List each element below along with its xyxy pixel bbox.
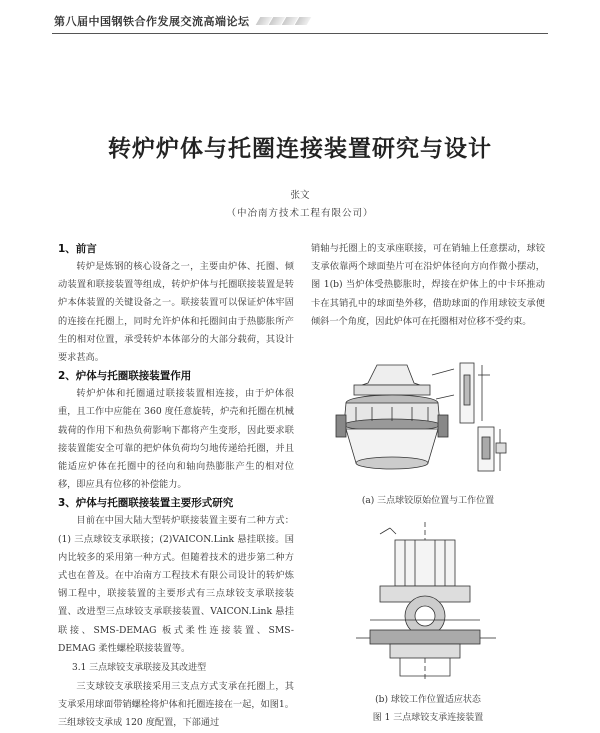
paragraph-intro: 转炉是炼钢的核心设备之一，主要由炉体、托圈、倾动装置和联接装置等组成，转炉炉体与托圈联接装置是转炉本体装置的关键设备之一。联接装置可以保证炉体牢固的连接在托圈上，同时允许炉体和托圈间由于热膨胀所产生的相对位置，承受转炉本体部分的大部分载荷，其设计要求甚高。 (58, 261, 294, 364)
paragraph-function: 转炉炉体和托圈通过联接装置相连接，由于炉体很重，且工作中应能在 360 度任意旋转，炉壳和托圈在机械载荷的作用下和热负荷影响下都将产生变形，因此要求联接装置能安全可靠的把炉体负荷均匀地传递给托圈，并且能适应炉体在托圈中的径向和轴向热膨胀产生的相对位移，即应具有位移的补偿能力。 (58, 388, 294, 491)
paragraph-forms: 目前在中国大陆大型转炉联接装置主要有二种方式：(1) 三点球铰支承联接；(2)VAICON.Link 悬挂联接。国内比较多的采用第一种方式。但随着技术的进步第二种方式也在普及。在中冶南方工程技术有限公司设计的转炉炼钢工程中，联接装置的主要形式有三点球铰支承联接装置、改进型三点球铰支承联接装置、VAICON.Link 悬挂联接、SMS-DEMAG 板式柔性连接装置、SMS-DEMAG 柔性螺栓联接装置等。 (58, 515, 294, 654)
paragraph-continued: 销轴与托圈上的支承座联接，可在销轴上任意摆动，球铰支承依靠两个球面垫片可在沿炉体径向方向作微小摆动，图 1(b) 当炉体受热膨胀时，焊接在炉体上的中卡环推动卡在其销孔中的球面垫外移，借助球面的作用球铰支承便倾斜一个角度，因此炉体可在托圈相对位移不受约束。 (311, 243, 545, 327)
author: 张文 (290, 190, 310, 201)
header-rule (52, 33, 548, 34)
section-heading-2: 2、炉体与托圈联接装置作用 (58, 370, 192, 383)
running-header (54, 10, 546, 32)
figure-1a-drawing (332, 355, 522, 483)
section-heading-3: 3、炉体与托圈联接装置主要形式研究 (58, 497, 234, 510)
subsection-heading-3-1: 3.1 三点球铰支承联接及其改进型 (72, 663, 207, 674)
left-column (58, 240, 294, 733)
figure-1-caption: 图 1 三点球铰支承连接装置 (372, 713, 484, 723)
right-column (311, 240, 545, 331)
header-decoration (258, 17, 309, 25)
section-heading-1: 1、前言 (58, 243, 97, 255)
figure-1b-drawing (350, 520, 500, 685)
figure-1a-caption: (a) 三点球铰原始位置与工作位置 (361, 496, 495, 506)
conference-name: 第八届中国钢铁合作发展交流高端论坛 (54, 15, 250, 28)
figure-1b-caption: (b) 球铰工作位置适应状态 (375, 695, 481, 705)
paper-title: 转炉炉体与托圈连接装置研究与设计 (108, 136, 492, 162)
paragraph-three-point: 三支球铰支承联接采用三支点方式支承在托圈上，其支承采用球面带销螺栓将炉体和托圈连接在一起，如图1。三组球铰支承成 120 度配置，下部通过 (58, 681, 294, 729)
affiliation: （中冶南方技术工程有限公司） (226, 208, 374, 219)
